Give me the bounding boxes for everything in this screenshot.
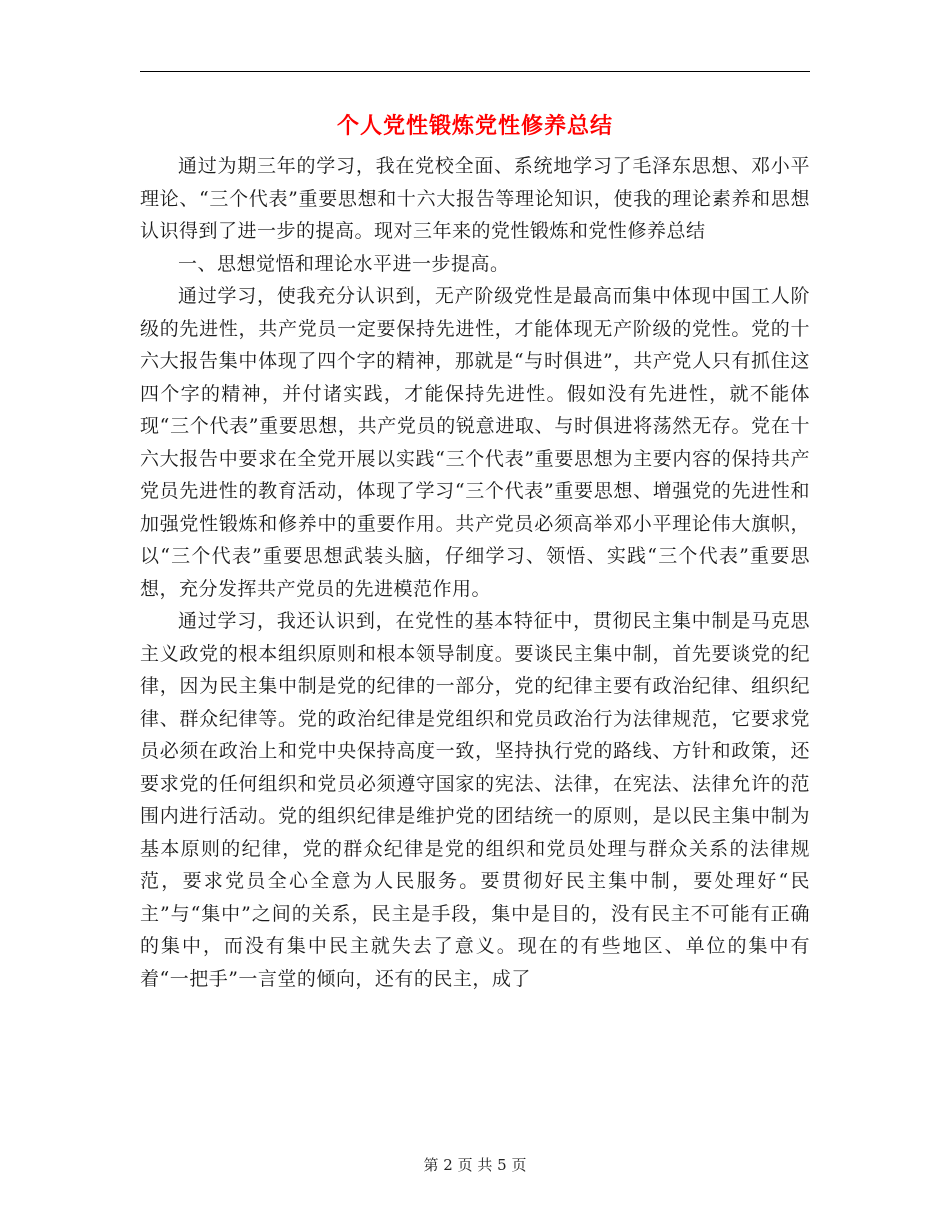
paragraph-intro: 通过为期三年的学习，我在党校全面、系统地学习了毛泽东思想、邓小平理论、“三个代表”重要思想和十六大报告等理论知识，使我的理论素养和思想认识得到了进一步的提高。现对三年来的党性锻炼和党性修养总结 [140,155,810,242]
header-rule [140,71,810,72]
paragraph-advancement: 通过学习，使我充分认识到，无产阶级党性是最高而集中体现中国工人阶级的先进性，共产党员一定要保持先进性，才能体现无产阶级的党性。党的十六大报告集中体现了四个字的精神，那就是“与时俱进”，共产党人只有抓住这四个字的精神，并付诸实践，才能保持先进性。假如没有先进性，就不能体现“三个代表”重要思想，共产党员的锐意进取、与时俱进将荡然无存。党在十六大报告中要求在全党开展以实践“三个代表”重要思想为主要内容的保持共产党员先进性的教育活动，体现了学习“三个代表”重要思想、增强党的先进性和加强党性锻炼和修养中的重要作用。共产党员必须高举邓小平理论伟大旗帜，以“三个代表”重要思想武装头脑，仔细学习、领悟、实践“三个代表”重要思想，充分发挥共产党员的先进模范作用。 [140,285,810,600]
document-title: 个人党性锻炼党性修养总结 [336,113,613,139]
paragraph-democratic-centralism: 通过学习，我还认识到，在党性的基本特征中，贯彻民主集中制是马克思主义政党的根本组织原则和根本领导制度。要谈民主集中制，首先要谈党的纪律，因为民主集中制是党的纪律的一部分，党的纪律主要有政治纪律、组织纪律、群众纪律等。党的政治纪律是党组织和党员政治行为法律规范，它要求党员必须在政治上和党中央保持高度一致，坚持执行党的路线、方针和政策，还要求党的任何组织和党员必须遵守国家的宪法、法律，在宪法、法律允许的范围内进行活动。党的组织纪律是维护党的团结统一的原则，是以民主集中制为基本原则的纪律，党的群众纪律是党的组织和党员处理与群众关系的法律规范，要求党员全心全意为人民服务。要贯彻好民主集中制，要处理好“民主”与“集中”之间的关系，民主是手段，集中是目的，没有民主不可能有正确的集中，而没有集中民主就失去了意义。现在的有些地区、单位的集中有着“一把手”一言堂的倾向，还有的民主，成了 [140,610,810,990]
page-number-footer: 第 2 页 共 5 页 [423,1156,527,1174]
document-body [140,150,810,995]
section-heading: 一、思想觉悟和理论水平进一步提高。 [178,252,510,275]
